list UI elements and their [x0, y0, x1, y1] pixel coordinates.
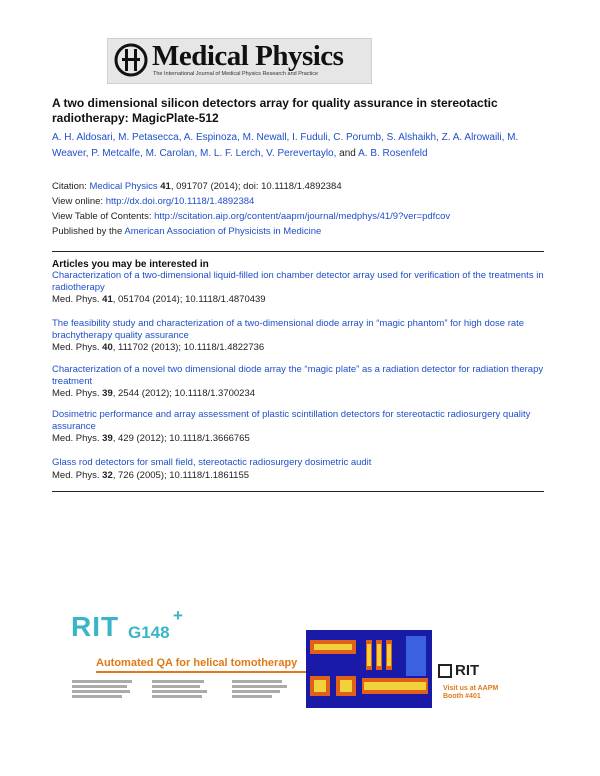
ad-visit	[443, 685, 498, 701]
ad-logo: RIT	[71, 611, 120, 642]
ad-visit-line1: Visit us at AAPM	[443, 685, 499, 692]
view-online-link[interactable]: http://dx.doi.org/10.1118/1.4892384	[105, 196, 255, 207]
citation-label: Citation:	[52, 181, 87, 192]
ad-tagline: Automated QA for helical tomotherapy	[96, 657, 298, 669]
ad-bullets-col1	[72, 678, 142, 700]
related-title[interactable]: Characterization of a two-dimensional liquid-filled ion chamber detector array used for verification of the treatments in radiotherapy	[52, 270, 544, 293]
view-online-line	[52, 196, 254, 208]
related-volume: 39	[102, 433, 113, 444]
citation-journal-link[interactable]: Medical Physics	[89, 181, 158, 192]
related-title[interactable]: Characterization of a novel two dimensional diode array the “magic plate” as a radiation detector for radiation therapy treatment	[52, 364, 544, 387]
advertisement[interactable]	[52, 600, 546, 718]
ad-brand	[438, 662, 479, 679]
ad-brand-text: RIT	[455, 662, 480, 679]
ad-bullets-col3	[232, 678, 302, 700]
related-volume: 41	[102, 294, 113, 305]
ad-visit-line2: Booth #401	[443, 693, 481, 700]
ad-detector-image	[306, 630, 432, 708]
ad-divider	[96, 671, 318, 673]
related-journal: Med. Phys.	[52, 294, 100, 305]
journal-logo-icon	[114, 43, 148, 77]
article-title: A two dimensional silicon detectors array for quality assurance in stereotactic radiotherapy: MagicPlate-512	[52, 96, 498, 125]
toc-label: View Table of Contents:	[52, 211, 152, 222]
citation-volume: 41	[160, 181, 171, 192]
related-rest: , 726 (2005); 10.1118/1.1861155	[112, 470, 250, 481]
related-rest: , 2544 (2012); 10.1118/1.3700234	[112, 388, 256, 399]
related-title[interactable]: The feasibility study and characterization of a two-dimensional diode array in “magic phantom” for high dose rate brachytherapy quality assurance	[52, 318, 525, 341]
citation-line	[52, 181, 342, 193]
related-volume: 32	[102, 470, 113, 481]
related-citation	[52, 294, 266, 306]
view-online-label: View online:	[52, 196, 104, 207]
related-citation	[52, 470, 249, 482]
related-volume: 40	[102, 342, 113, 353]
article-authors	[52, 130, 557, 162]
toc-link[interactable]: http://scitation.aip.org/content/aapm/journal/medphys/41/9?ver=pdfcov	[154, 211, 451, 222]
journal-tagline: The International Journal of Medical Physics Research and Practice	[153, 71, 319, 77]
related-rest: , 051704 (2014); 10.1118/1.4870439	[112, 294, 266, 305]
publisher-line	[52, 226, 321, 238]
journal-name: Medical Physics	[152, 40, 344, 72]
related-journal: Med. Phys.	[52, 342, 100, 353]
author-list[interactable]: A. H. Aldosari, M. Petasecca, A. Espinoza, M. Newall, I. Fuduli, C. Porumb, S. Alshaikh, Z. A. Alrowaili, M. Weaver, P. Metcalfe, M. Carolan, M. L. F. Lerch, V. Perevertaylo,	[52, 132, 519, 159]
related-citation	[52, 433, 250, 445]
ad-logo-model: G148	[128, 623, 170, 642]
related-rest: , 111702 (2013); 10.1118/1.4822736	[112, 342, 265, 353]
author-last[interactable]: A. B. Rosenfeld	[358, 148, 428, 159]
related-title[interactable]: Glass rod detectors for small field, stereotactic radiosurgery dosimetric audit	[52, 457, 372, 468]
toc-line	[52, 211, 450, 223]
related-journal: Med. Phys.	[52, 388, 100, 399]
related-journal: Med. Phys.	[52, 433, 100, 444]
ad-plus-icon: +	[173, 606, 183, 625]
divider-bottom	[52, 491, 544, 492]
related-title[interactable]: Dosimetric performance and array assessment of plastic scintillation detectors for stereotactic radiosurgery quality assurance	[52, 409, 531, 432]
authors-and: and	[339, 148, 356, 159]
divider-top	[52, 251, 544, 252]
related-citation	[52, 342, 264, 354]
related-citation	[52, 388, 255, 400]
related-journal: Med. Phys.	[52, 470, 100, 481]
journal-banner	[107, 38, 372, 84]
related-volume: 39	[102, 388, 113, 399]
publisher-label: Published by the	[52, 226, 123, 237]
ad-bullets-col2	[152, 678, 222, 700]
related-rest: , 429 (2012); 10.1118/1.3666765	[112, 433, 250, 444]
rit-logo-icon	[438, 664, 452, 678]
publisher-link[interactable]: American Association of Physicists in Medicine	[124, 226, 322, 237]
related-heading: Articles you may be interested in	[52, 259, 209, 270]
citation-rest: , 091707 (2014); doi: 10.1118/1.4892384	[170, 181, 342, 192]
